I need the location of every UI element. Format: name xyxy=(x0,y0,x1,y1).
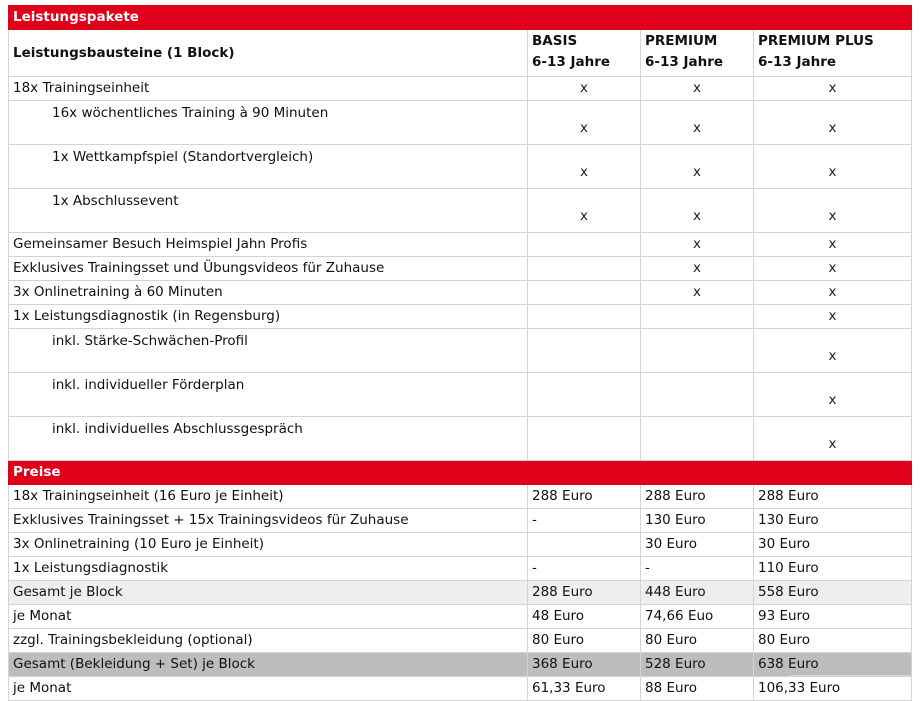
section-header-packages xyxy=(9,6,912,30)
feature-row xyxy=(9,101,912,145)
feature-row xyxy=(9,145,912,189)
feature-mark-plus: x xyxy=(754,329,912,373)
price-plus: 30 Euro xyxy=(754,533,912,557)
feature-mark-plus: x xyxy=(754,257,912,281)
feature-label: inkl. individueller Förderplan xyxy=(9,373,528,417)
feature-row xyxy=(9,233,912,257)
feature-row xyxy=(9,417,912,461)
feature-mark-basis xyxy=(528,373,641,417)
feature-row xyxy=(9,189,912,233)
feature-mark-basis: x xyxy=(528,189,641,233)
feature-label: 1x Abschlussevent xyxy=(9,189,528,233)
feature-mark-premium xyxy=(641,373,754,417)
price-row xyxy=(9,509,912,533)
feature-mark-premium xyxy=(641,305,754,329)
price-premium: 30 Euro xyxy=(641,533,754,557)
feature-label: inkl. Stärke-Schwächen-Profil xyxy=(9,329,528,373)
section-header-prices xyxy=(9,461,912,485)
price-premium: 130 Euro xyxy=(641,509,754,533)
subtotal-row xyxy=(9,581,912,605)
feature-mark-basis: x xyxy=(528,101,641,145)
price-row xyxy=(9,557,912,581)
feature-label: 16x wöchentliches Training à 90 Minuten xyxy=(9,101,528,145)
price-basis: 368 Euro xyxy=(528,653,641,677)
package-name: PREMIUM xyxy=(645,33,718,49)
price-label: Gesamt je Block xyxy=(9,581,528,605)
feature-row xyxy=(9,329,912,373)
price-basis xyxy=(528,533,641,557)
feature-mark-premium: x xyxy=(641,101,754,145)
divider xyxy=(790,675,910,676)
feature-mark-plus: x xyxy=(754,145,912,189)
section-title: Preise xyxy=(9,461,528,485)
feature-row xyxy=(9,281,912,305)
feature-mark-basis: x xyxy=(528,145,641,189)
package-age: 6-13 Jahre xyxy=(758,54,837,70)
monthly-row xyxy=(9,605,912,629)
price-plus: 130 Euro xyxy=(754,509,912,533)
feature-row xyxy=(9,77,912,101)
feature-mark-premium xyxy=(641,329,754,373)
feature-mark-premium: x xyxy=(641,281,754,305)
price-plus: 106,33 Euro xyxy=(754,677,912,701)
feature-mark-basis xyxy=(528,305,641,329)
price-basis: 80 Euro xyxy=(528,629,641,653)
pricing-table xyxy=(8,5,912,701)
feature-mark-premium: x xyxy=(641,77,754,101)
package-name: BASIS xyxy=(532,33,578,49)
price-plus: 638 Euro xyxy=(754,653,912,677)
price-basis: 288 Euro xyxy=(528,581,641,605)
feature-row xyxy=(9,305,912,329)
feature-mark-plus: x xyxy=(754,281,912,305)
price-basis: 48 Euro xyxy=(528,605,641,629)
feature-mark-plus: x xyxy=(754,373,912,417)
feature-mark-premium: x xyxy=(641,145,754,189)
price-row xyxy=(9,533,912,557)
column-header-row xyxy=(9,30,912,77)
feature-mark-premium xyxy=(641,417,754,461)
feature-label: Exklusives Trainingsset und Übungsvideos für Zuhause xyxy=(9,257,528,281)
feature-label: 1x Wettkampfspiel (Standortvergleich) xyxy=(9,145,528,189)
feature-label: 18x Trainingseinheit xyxy=(9,77,528,101)
price-plus: 558 Euro xyxy=(754,581,912,605)
feature-label: 3x Onlinetraining à 60 Minuten xyxy=(9,281,528,305)
price-premium: 448 Euro xyxy=(641,581,754,605)
price-label: Exklusives Trainingsset + 15x Trainingsvideos für Zuhause xyxy=(9,509,528,533)
feature-mark-plus: x xyxy=(754,189,912,233)
price-premium: - xyxy=(641,557,754,581)
feature-row xyxy=(9,373,912,417)
price-plus: 288 Euro xyxy=(754,485,912,509)
package-age: 6-13 Jahre xyxy=(532,54,611,70)
price-basis: - xyxy=(528,509,641,533)
price-row xyxy=(9,485,912,509)
column-header-label: Leistungsbausteine (1 Block) xyxy=(9,30,528,77)
price-plus: 110 Euro xyxy=(754,557,912,581)
price-premium: 288 Euro xyxy=(641,485,754,509)
feature-label: 1x Leistungsdiagnostik (in Regensburg) xyxy=(9,305,528,329)
feature-mark-basis: x xyxy=(528,77,641,101)
feature-mark-basis xyxy=(528,417,641,461)
feature-mark-basis xyxy=(528,233,641,257)
column-header-premium xyxy=(641,30,754,77)
feature-label: Gemeinsamer Besuch Heimspiel Jahn Profis xyxy=(9,233,528,257)
feature-mark-premium: x xyxy=(641,233,754,257)
feature-mark-plus: x xyxy=(754,77,912,101)
feature-row xyxy=(9,257,912,281)
feature-mark-basis xyxy=(528,257,641,281)
price-label: 3x Onlinetraining (10 Euro je Einheit) xyxy=(9,533,528,557)
price-basis: - xyxy=(528,557,641,581)
price-plus: 93 Euro xyxy=(754,605,912,629)
section-title: Leistungspakete xyxy=(9,6,528,30)
feature-mark-premium: x xyxy=(641,189,754,233)
monthly-row xyxy=(9,677,912,701)
price-premium: 88 Euro xyxy=(641,677,754,701)
feature-mark-basis xyxy=(528,329,641,373)
feature-mark-plus: x xyxy=(754,233,912,257)
feature-label: inkl. individuelles Abschlussgespräch xyxy=(9,417,528,461)
price-row xyxy=(9,629,912,653)
price-basis: 288 Euro xyxy=(528,485,641,509)
feature-mark-basis xyxy=(528,281,641,305)
package-age: 6-13 Jahre xyxy=(645,54,724,70)
price-plus: 80 Euro xyxy=(754,629,912,653)
price-basis: 61,33 Euro xyxy=(528,677,641,701)
feature-mark-plus: x xyxy=(754,305,912,329)
feature-mark-plus: x xyxy=(754,417,912,461)
price-label: zzgl. Trainingsbekleidung (optional) xyxy=(9,629,528,653)
price-premium: 80 Euro xyxy=(641,629,754,653)
price-label: je Monat xyxy=(9,605,528,629)
price-label: 1x Leistungsdiagnostik xyxy=(9,557,528,581)
price-label: je Monat xyxy=(9,677,528,701)
feature-mark-plus: x xyxy=(754,101,912,145)
price-premium: 74,66 Euo xyxy=(641,605,754,629)
column-header-basis xyxy=(528,30,641,77)
column-header-premium-plus xyxy=(754,30,912,77)
pricing-sheet xyxy=(8,5,911,701)
feature-mark-premium: x xyxy=(641,257,754,281)
price-premium: 528 Euro xyxy=(641,653,754,677)
price-label: Gesamt (Bekleidung + Set) je Block xyxy=(9,653,528,677)
price-label: 18x Trainingseinheit (16 Euro je Einheit) xyxy=(9,485,528,509)
total-row xyxy=(9,653,912,677)
package-name: PREMIUM PLUS xyxy=(758,33,874,49)
